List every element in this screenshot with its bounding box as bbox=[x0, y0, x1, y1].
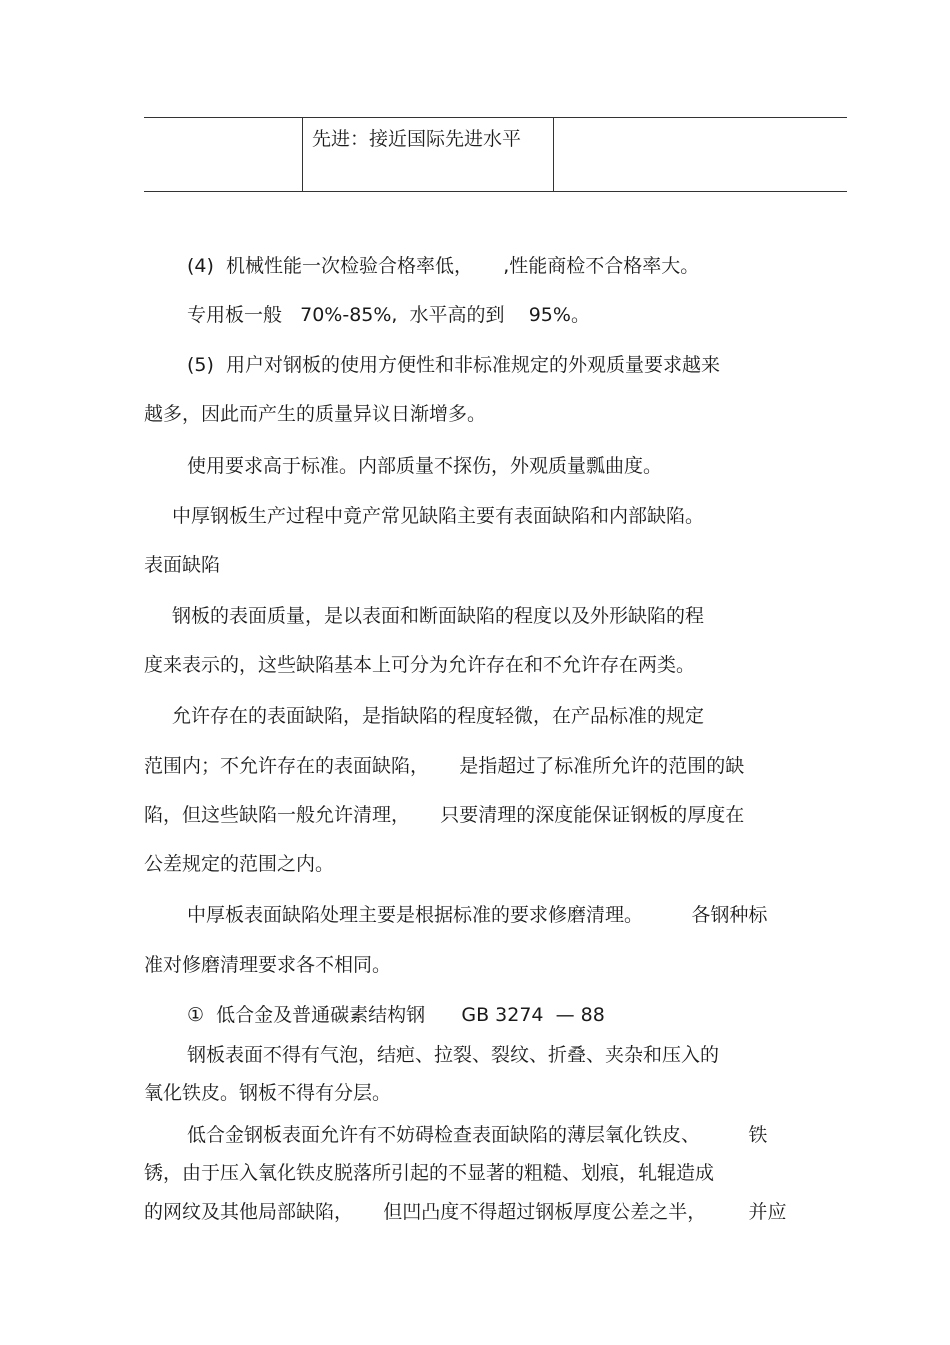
text-line: 锈，由于压入氧化铁皮脱落所引起的不显著的粗糙、划痕，轧辊造成 bbox=[144, 1162, 715, 1184]
text-line: 钢板表面不得有气泡，结疤、拉裂、裂纹、折叠、夹杂和压入的 bbox=[187, 1044, 720, 1066]
text-line: 钢板的表面质量，是以表面和断面缺陷的程度以及外形缺陷的程 bbox=[172, 605, 705, 627]
text-line: 的网纹及其他局部缺陷， 但凹凸度不得超过钢板厚度公差之半， 并应 bbox=[144, 1201, 787, 1223]
text-line: 准对修磨清理要求各不相同。 bbox=[144, 954, 392, 976]
text-line: 范围内；不允许存在的表面缺陷， 是指超过了标准所允许的范围的缺 bbox=[144, 755, 745, 777]
table-column-divider bbox=[302, 118, 303, 191]
text-line: (4) 机械性能一次检验合格率低， ,性能商检不合格率大。 bbox=[187, 255, 700, 277]
text-line: 公差规定的范围之内。 bbox=[144, 853, 335, 875]
text-line: 使用要求高于标准。内部质量不探伤，外观质量瓢曲度。 bbox=[187, 455, 663, 477]
text-line: 低合金钢板表面允许有不妨碍检查表面缺陷的薄层氧化铁皮、 铁 bbox=[187, 1124, 768, 1146]
text-line: (5) 用户对钢板的使用方便性和非标准规定的外观质量要求越来 bbox=[187, 354, 720, 376]
text-line: 陷，但这些缺陷一般允许清理， 只要清理的深度能保证钢板的厚度在 bbox=[144, 804, 745, 826]
text-line: 氧化铁皮。钢板不得有分层。 bbox=[144, 1082, 392, 1104]
text-line: ① 低合金及普通碳素结构钢 GB 3274 — 88 bbox=[187, 1004, 605, 1026]
table-cell-text: 先进：接近国际先进水平 bbox=[312, 128, 522, 150]
text-line: 度来表示的，这些缺陷基本上可分为允许存在和不允许存在两类。 bbox=[144, 654, 696, 676]
text-line: 允许存在的表面缺陷，是指缺陷的程度轻微，在产品标准的规定 bbox=[172, 705, 705, 727]
table-column-divider bbox=[553, 118, 554, 191]
text-line: 专用板一般 70%-85%, 水平高的到 95%。 bbox=[187, 304, 590, 326]
text-line: 越多，因此而产生的质量异议日渐增多。 bbox=[144, 403, 487, 425]
text-line: 中厚板表面缺陷处理主要是根据标准的要求修磨清理。 各钢种标 bbox=[187, 904, 768, 926]
text-line: 表面缺陷 bbox=[144, 554, 221, 576]
text-line: 中厚钢板生产过程中竟产常见缺陷主要有表面缺陷和内部缺陷。 bbox=[172, 505, 705, 527]
